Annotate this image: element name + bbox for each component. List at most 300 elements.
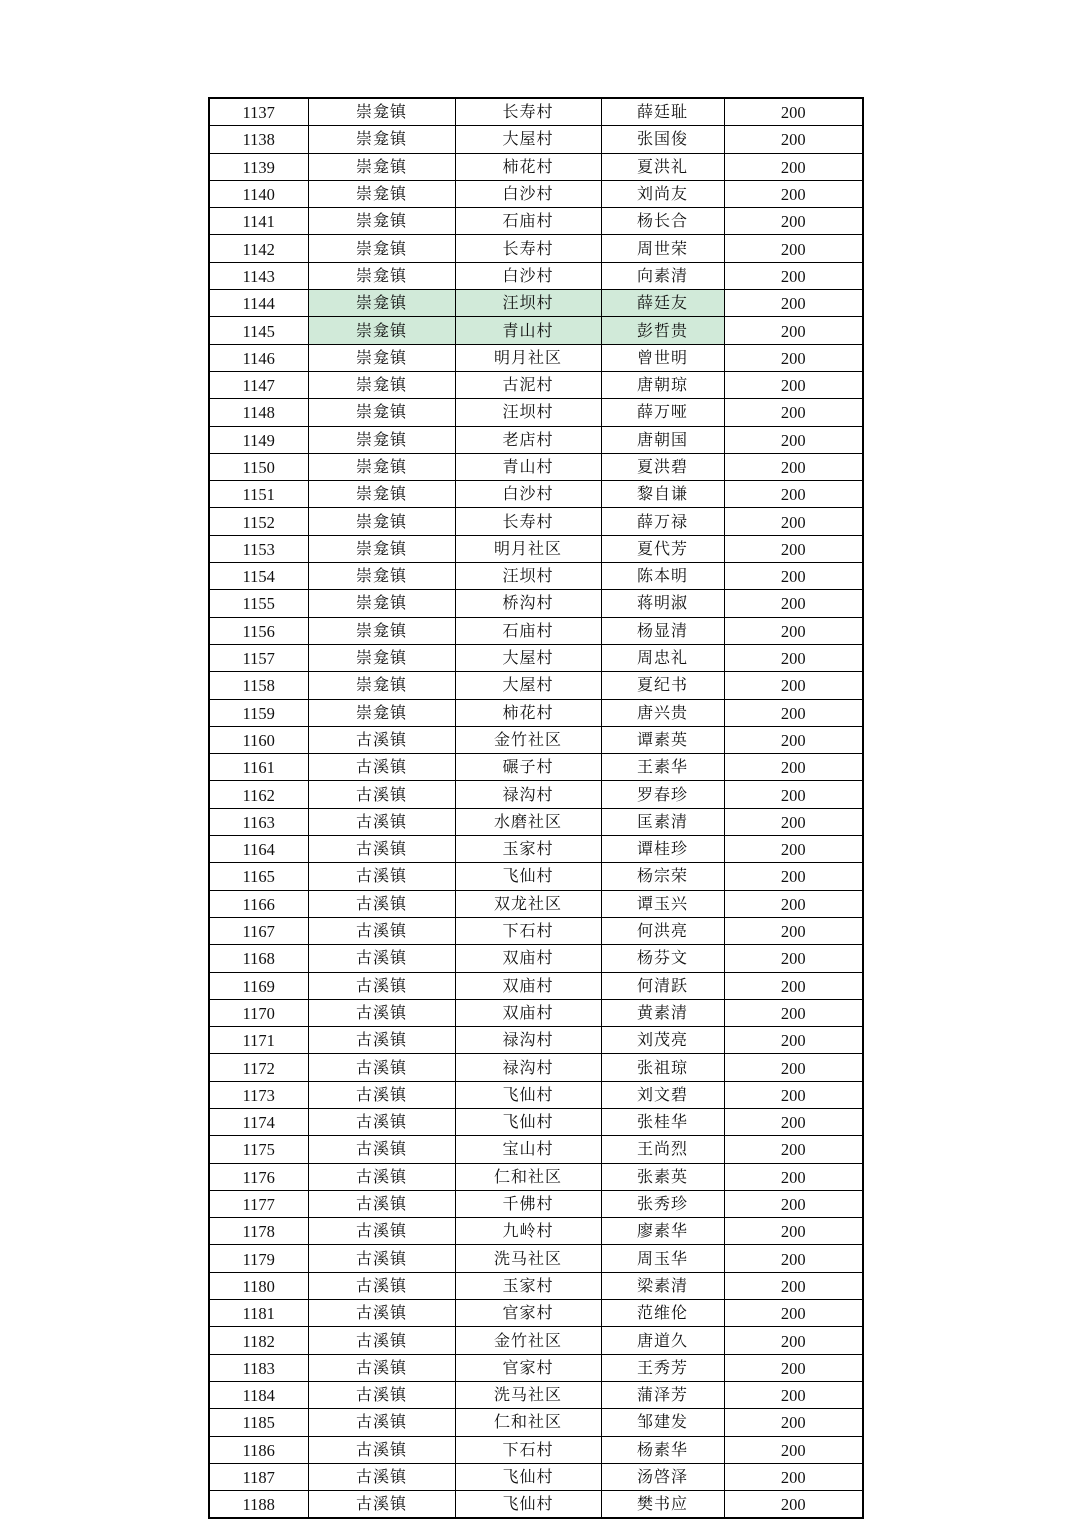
- village-cell: 大屋村: [455, 644, 601, 671]
- row-number-cell: 1177: [209, 1190, 308, 1217]
- row-number-cell: 1168: [209, 945, 308, 972]
- person-name-cell: 张国俊: [601, 126, 724, 153]
- amount-cell: 200: [724, 836, 863, 863]
- village-cell: 九岭村: [455, 1218, 601, 1245]
- amount-cell: 200: [724, 1381, 863, 1408]
- amount-cell: 200: [724, 126, 863, 153]
- row-number-cell: 1163: [209, 808, 308, 835]
- person-name-cell: 谭素英: [601, 726, 724, 753]
- amount-cell: 200: [724, 890, 863, 917]
- person-name-cell: 夏洪碧: [601, 453, 724, 480]
- row-number-cell: 1184: [209, 1381, 308, 1408]
- village-cell: 汪坝村: [455, 563, 601, 590]
- village-cell: 飞仙村: [455, 1491, 601, 1519]
- table-row: [209, 1245, 863, 1272]
- town-cell: 古溪镇: [308, 972, 455, 999]
- row-number-cell: 1170: [209, 999, 308, 1026]
- town-cell: 崇龛镇: [308, 644, 455, 671]
- village-cell: 古泥村: [455, 371, 601, 398]
- amount-cell: 200: [724, 1491, 863, 1519]
- person-name-cell: 廖素华: [601, 1218, 724, 1245]
- amount-cell: 200: [724, 153, 863, 180]
- village-cell: 宝山村: [455, 1136, 601, 1163]
- person-name-cell: 张素英: [601, 1163, 724, 1190]
- person-name-cell: 蒋明淑: [601, 590, 724, 617]
- row-number-cell: 1183: [209, 1354, 308, 1381]
- person-name-cell: 黄素清: [601, 999, 724, 1026]
- row-number-cell: 1147: [209, 371, 308, 398]
- village-cell: 飞仙村: [455, 863, 601, 890]
- amount-cell: 200: [724, 672, 863, 699]
- person-name-cell: 彭哲贵: [601, 317, 724, 344]
- amount-cell: 200: [724, 808, 863, 835]
- person-name-cell: 王尚烈: [601, 1136, 724, 1163]
- person-name-cell: 唐朝国: [601, 426, 724, 453]
- town-cell: 古溪镇: [308, 1108, 455, 1135]
- amount-cell: 200: [724, 863, 863, 890]
- row-number-cell: 1142: [209, 235, 308, 262]
- table-row: [209, 344, 863, 371]
- row-number-cell: 1160: [209, 726, 308, 753]
- person-name-cell: 杨素华: [601, 1436, 724, 1463]
- row-number-cell: 1140: [209, 180, 308, 207]
- amount-cell: 200: [724, 481, 863, 508]
- table-row: [209, 563, 863, 590]
- town-cell: 古溪镇: [308, 1409, 455, 1436]
- table-row: [209, 890, 863, 917]
- row-number-cell: 1158: [209, 672, 308, 699]
- row-number-cell: 1185: [209, 1409, 308, 1436]
- town-cell: 古溪镇: [308, 1218, 455, 1245]
- row-number-cell: 1182: [209, 1327, 308, 1354]
- person-name-cell: 黎自谦: [601, 481, 724, 508]
- table-row: [209, 1463, 863, 1490]
- table-row: [209, 1491, 863, 1519]
- row-number-cell: 1154: [209, 563, 308, 590]
- row-number-cell: 1157: [209, 644, 308, 671]
- person-name-cell: 蒲泽芳: [601, 1381, 724, 1408]
- amount-cell: 200: [724, 290, 863, 317]
- amount-cell: 200: [724, 1327, 863, 1354]
- row-number-cell: 1187: [209, 1463, 308, 1490]
- town-cell: 崇龛镇: [308, 399, 455, 426]
- row-number-cell: 1151: [209, 481, 308, 508]
- town-cell: 崇龛镇: [308, 699, 455, 726]
- person-name-cell: 樊书应: [601, 1491, 724, 1519]
- row-number-cell: 1141: [209, 208, 308, 235]
- row-number-cell: 1146: [209, 344, 308, 371]
- town-cell: 古溪镇: [308, 890, 455, 917]
- row-number-cell: 1176: [209, 1163, 308, 1190]
- table-row: [209, 1218, 863, 1245]
- town-cell: 崇龛镇: [308, 371, 455, 398]
- person-name-cell: 薛万禄: [601, 508, 724, 535]
- town-cell: 古溪镇: [308, 1463, 455, 1490]
- village-cell: 青山村: [455, 317, 601, 344]
- row-number-cell: 1175: [209, 1136, 308, 1163]
- amount-cell: 200: [724, 1463, 863, 1490]
- village-cell: 白沙村: [455, 262, 601, 289]
- village-cell: 水磨社区: [455, 808, 601, 835]
- town-cell: 古溪镇: [308, 1491, 455, 1519]
- town-cell: 崇龛镇: [308, 235, 455, 262]
- table-row: [209, 453, 863, 480]
- town-cell: 崇龛镇: [308, 672, 455, 699]
- amount-cell: 200: [724, 917, 863, 944]
- table-row: [209, 371, 863, 398]
- row-number-cell: 1159: [209, 699, 308, 726]
- village-cell: 飞仙村: [455, 1108, 601, 1135]
- town-cell: 古溪镇: [308, 1190, 455, 1217]
- amount-cell: 200: [724, 563, 863, 590]
- person-name-cell: 张祖琼: [601, 1054, 724, 1081]
- village-cell: 青山村: [455, 453, 601, 480]
- amount-cell: 200: [724, 426, 863, 453]
- table-row: [209, 917, 863, 944]
- person-name-cell: 梁素清: [601, 1272, 724, 1299]
- row-number-cell: 1161: [209, 754, 308, 781]
- town-cell: 崇龛镇: [308, 153, 455, 180]
- table-row: [209, 1108, 863, 1135]
- person-name-cell: 汤啓泽: [601, 1463, 724, 1490]
- person-name-cell: 邹建发: [601, 1409, 724, 1436]
- village-cell: 金竹社区: [455, 1327, 601, 1354]
- table-row: [209, 1436, 863, 1463]
- table-row: [209, 399, 863, 426]
- amount-cell: 200: [724, 726, 863, 753]
- village-cell: 碾子村: [455, 754, 601, 781]
- amount-cell: 200: [724, 1163, 863, 1190]
- amount-cell: 200: [724, 262, 863, 289]
- village-cell: 长寿村: [455, 98, 601, 126]
- person-name-cell: 谭桂珍: [601, 836, 724, 863]
- village-cell: 禄沟村: [455, 1054, 601, 1081]
- amount-cell: 200: [724, 1081, 863, 1108]
- table-row: [209, 317, 863, 344]
- table-row: [209, 1163, 863, 1190]
- person-name-cell: 杨显清: [601, 617, 724, 644]
- person-name-cell: 杨宗荣: [601, 863, 724, 890]
- row-number-cell: 1152: [209, 508, 308, 535]
- table-row: [209, 508, 863, 535]
- person-name-cell: 唐兴贵: [601, 699, 724, 726]
- amount-cell: 200: [724, 699, 863, 726]
- row-number-cell: 1148: [209, 399, 308, 426]
- village-cell: 双庙村: [455, 945, 601, 972]
- table-row: [209, 672, 863, 699]
- town-cell: 崇龛镇: [308, 208, 455, 235]
- row-number-cell: 1164: [209, 836, 308, 863]
- person-name-cell: 周忠礼: [601, 644, 724, 671]
- person-name-cell: 刘茂亮: [601, 1027, 724, 1054]
- person-name-cell: 罗春珍: [601, 781, 724, 808]
- row-number-cell: 1162: [209, 781, 308, 808]
- row-number-cell: 1165: [209, 863, 308, 890]
- amount-cell: 200: [724, 1272, 863, 1299]
- row-number-cell: 1156: [209, 617, 308, 644]
- village-cell: 长寿村: [455, 235, 601, 262]
- town-cell: 古溪镇: [308, 1054, 455, 1081]
- amount-cell: 200: [724, 644, 863, 671]
- table-row: [209, 945, 863, 972]
- town-cell: 古溪镇: [308, 781, 455, 808]
- town-cell: 崇龛镇: [308, 262, 455, 289]
- table-row: [209, 754, 863, 781]
- amount-cell: 200: [724, 235, 863, 262]
- table-row: [209, 1381, 863, 1408]
- amount-cell: 200: [724, 1245, 863, 1272]
- table-row: [209, 726, 863, 753]
- town-cell: 古溪镇: [308, 1300, 455, 1327]
- amount-cell: 200: [724, 1354, 863, 1381]
- amount-cell: 200: [724, 208, 863, 235]
- town-cell: 崇龛镇: [308, 344, 455, 371]
- row-number-cell: 1167: [209, 917, 308, 944]
- village-cell: 双庙村: [455, 999, 601, 1026]
- amount-cell: 200: [724, 590, 863, 617]
- town-cell: 崇龛镇: [308, 180, 455, 207]
- village-cell: 千佛村: [455, 1190, 601, 1217]
- amount-cell: 200: [724, 1300, 863, 1327]
- village-cell: 官家村: [455, 1354, 601, 1381]
- table-row: [209, 808, 863, 835]
- town-cell: 古溪镇: [308, 1327, 455, 1354]
- person-name-cell: 陈本明: [601, 563, 724, 590]
- person-name-cell: 薛万哑: [601, 399, 724, 426]
- village-cell: 白沙村: [455, 180, 601, 207]
- table-row: [209, 590, 863, 617]
- person-name-cell: 周世荣: [601, 235, 724, 262]
- amount-cell: 200: [724, 972, 863, 999]
- amount-cell: 200: [724, 1108, 863, 1135]
- row-number-cell: 1180: [209, 1272, 308, 1299]
- town-cell: 古溪镇: [308, 1354, 455, 1381]
- village-cell: 洗马社区: [455, 1245, 601, 1272]
- amount-cell: 200: [724, 945, 863, 972]
- person-name-cell: 刘尚友: [601, 180, 724, 207]
- row-number-cell: 1172: [209, 1054, 308, 1081]
- village-cell: 双龙社区: [455, 890, 601, 917]
- town-cell: 古溪镇: [308, 836, 455, 863]
- amount-cell: 200: [724, 781, 863, 808]
- town-cell: 古溪镇: [308, 1381, 455, 1408]
- amount-cell: 200: [724, 1136, 863, 1163]
- village-cell: 玉家村: [455, 1272, 601, 1299]
- village-cell: 禄沟村: [455, 1027, 601, 1054]
- row-number-cell: 1145: [209, 317, 308, 344]
- village-cell: 柿花村: [455, 153, 601, 180]
- row-number-cell: 1174: [209, 1108, 308, 1135]
- person-name-cell: 薛廷友: [601, 290, 724, 317]
- table-row: [209, 481, 863, 508]
- town-cell: 古溪镇: [308, 1163, 455, 1190]
- amount-cell: 200: [724, 98, 863, 126]
- table-row: [209, 999, 863, 1026]
- town-cell: 崇龛镇: [308, 98, 455, 126]
- row-number-cell: 1179: [209, 1245, 308, 1272]
- town-cell: 古溪镇: [308, 1245, 455, 1272]
- village-cell: 下石村: [455, 1436, 601, 1463]
- table-row: [209, 1054, 863, 1081]
- town-cell: 古溪镇: [308, 1027, 455, 1054]
- town-cell: 古溪镇: [308, 754, 455, 781]
- town-cell: 崇龛镇: [308, 590, 455, 617]
- amount-cell: 200: [724, 617, 863, 644]
- table-row: [209, 863, 863, 890]
- row-number-cell: 1153: [209, 535, 308, 562]
- row-number-cell: 1144: [209, 290, 308, 317]
- amount-cell: 200: [724, 453, 863, 480]
- town-cell: 古溪镇: [308, 808, 455, 835]
- table-row: [209, 617, 863, 644]
- town-cell: 古溪镇: [308, 726, 455, 753]
- row-number-cell: 1188: [209, 1491, 308, 1519]
- amount-cell: 200: [724, 754, 863, 781]
- row-number-cell: 1186: [209, 1436, 308, 1463]
- table-row: [209, 1409, 863, 1436]
- village-cell: 桥沟村: [455, 590, 601, 617]
- person-name-cell: 谭玉兴: [601, 890, 724, 917]
- village-cell: 老店村: [455, 426, 601, 453]
- table-row: [209, 153, 863, 180]
- table-row: [209, 426, 863, 453]
- person-name-cell: 向素清: [601, 262, 724, 289]
- amount-cell: 200: [724, 317, 863, 344]
- person-name-cell: 夏代芳: [601, 535, 724, 562]
- table-row: [209, 208, 863, 235]
- person-name-cell: 刘文碧: [601, 1081, 724, 1108]
- town-cell: 古溪镇: [308, 999, 455, 1026]
- table-row: [209, 972, 863, 999]
- table-row: [209, 699, 863, 726]
- town-cell: 古溪镇: [308, 1136, 455, 1163]
- person-name-cell: 薛廷耻: [601, 98, 724, 126]
- table-row: [209, 1354, 863, 1381]
- amount-cell: 200: [724, 1436, 863, 1463]
- town-cell: 崇龛镇: [308, 508, 455, 535]
- town-cell: 古溪镇: [308, 1436, 455, 1463]
- amount-cell: 200: [724, 371, 863, 398]
- village-cell: 石庙村: [455, 208, 601, 235]
- row-number-cell: 1166: [209, 890, 308, 917]
- person-name-cell: 何洪亮: [601, 917, 724, 944]
- subsidy-list-table: [208, 97, 864, 1519]
- village-cell: 大屋村: [455, 126, 601, 153]
- village-cell: 飞仙村: [455, 1463, 601, 1490]
- village-cell: 洗马社区: [455, 1381, 601, 1408]
- person-name-cell: 王秀芳: [601, 1354, 724, 1381]
- amount-cell: 200: [724, 344, 863, 371]
- village-cell: 玉家村: [455, 836, 601, 863]
- village-cell: 双庙村: [455, 972, 601, 999]
- row-number-cell: 1138: [209, 126, 308, 153]
- row-number-cell: 1150: [209, 453, 308, 480]
- village-cell: 官家村: [455, 1300, 601, 1327]
- person-name-cell: 唐朝琼: [601, 371, 724, 398]
- town-cell: 崇龛镇: [308, 481, 455, 508]
- town-cell: 崇龛镇: [308, 290, 455, 317]
- village-cell: 明月社区: [455, 344, 601, 371]
- town-cell: 古溪镇: [308, 1272, 455, 1299]
- person-name-cell: 范维伦: [601, 1300, 724, 1327]
- amount-cell: 200: [724, 535, 863, 562]
- row-number-cell: 1169: [209, 972, 308, 999]
- amount-cell: 200: [724, 1218, 863, 1245]
- town-cell: 古溪镇: [308, 917, 455, 944]
- table-row: [209, 98, 863, 126]
- village-cell: 明月社区: [455, 535, 601, 562]
- table-row: [209, 644, 863, 671]
- amount-cell: 200: [724, 1409, 863, 1436]
- table-row: [209, 1136, 863, 1163]
- table-row: [209, 290, 863, 317]
- village-cell: 仁和社区: [455, 1409, 601, 1436]
- amount-cell: 200: [724, 508, 863, 535]
- village-cell: 汪坝村: [455, 399, 601, 426]
- row-number-cell: 1143: [209, 262, 308, 289]
- town-cell: 古溪镇: [308, 1081, 455, 1108]
- table-row: [209, 1190, 863, 1217]
- person-name-cell: 张秀珍: [601, 1190, 724, 1217]
- village-cell: 汪坝村: [455, 290, 601, 317]
- table-row: [209, 180, 863, 207]
- town-cell: 古溪镇: [308, 863, 455, 890]
- town-cell: 崇龛镇: [308, 453, 455, 480]
- table-row: [209, 781, 863, 808]
- amount-cell: 200: [724, 399, 863, 426]
- table-row: [209, 1300, 863, 1327]
- table-row: [209, 262, 863, 289]
- person-name-cell: 张桂华: [601, 1108, 724, 1135]
- town-cell: 崇龛镇: [308, 535, 455, 562]
- village-cell: 飞仙村: [455, 1081, 601, 1108]
- row-number-cell: 1171: [209, 1027, 308, 1054]
- person-name-cell: 曾世明: [601, 344, 724, 371]
- person-name-cell: 唐道久: [601, 1327, 724, 1354]
- table-row: [209, 1327, 863, 1354]
- person-name-cell: 王素华: [601, 754, 724, 781]
- table-body: [209, 98, 863, 1518]
- table-row: [209, 535, 863, 562]
- village-cell: 长寿村: [455, 508, 601, 535]
- amount-cell: 200: [724, 1190, 863, 1217]
- person-name-cell: 杨长合: [601, 208, 724, 235]
- village-cell: 白沙村: [455, 481, 601, 508]
- table-row: [209, 836, 863, 863]
- amount-cell: 200: [724, 1054, 863, 1081]
- village-cell: 石庙村: [455, 617, 601, 644]
- town-cell: 崇龛镇: [308, 426, 455, 453]
- town-cell: 古溪镇: [308, 945, 455, 972]
- table-row: [209, 235, 863, 262]
- row-number-cell: 1178: [209, 1218, 308, 1245]
- person-name-cell: 何清跃: [601, 972, 724, 999]
- table-row: [209, 126, 863, 153]
- village-cell: 下石村: [455, 917, 601, 944]
- town-cell: 崇龛镇: [308, 317, 455, 344]
- village-cell: 柿花村: [455, 699, 601, 726]
- person-name-cell: 杨芬文: [601, 945, 724, 972]
- town-cell: 崇龛镇: [308, 126, 455, 153]
- row-number-cell: 1149: [209, 426, 308, 453]
- row-number-cell: 1137: [209, 98, 308, 126]
- amount-cell: 200: [724, 999, 863, 1026]
- row-number-cell: 1155: [209, 590, 308, 617]
- village-cell: 金竹社区: [455, 726, 601, 753]
- row-number-cell: 1181: [209, 1300, 308, 1327]
- person-name-cell: 夏纪书: [601, 672, 724, 699]
- row-number-cell: 1139: [209, 153, 308, 180]
